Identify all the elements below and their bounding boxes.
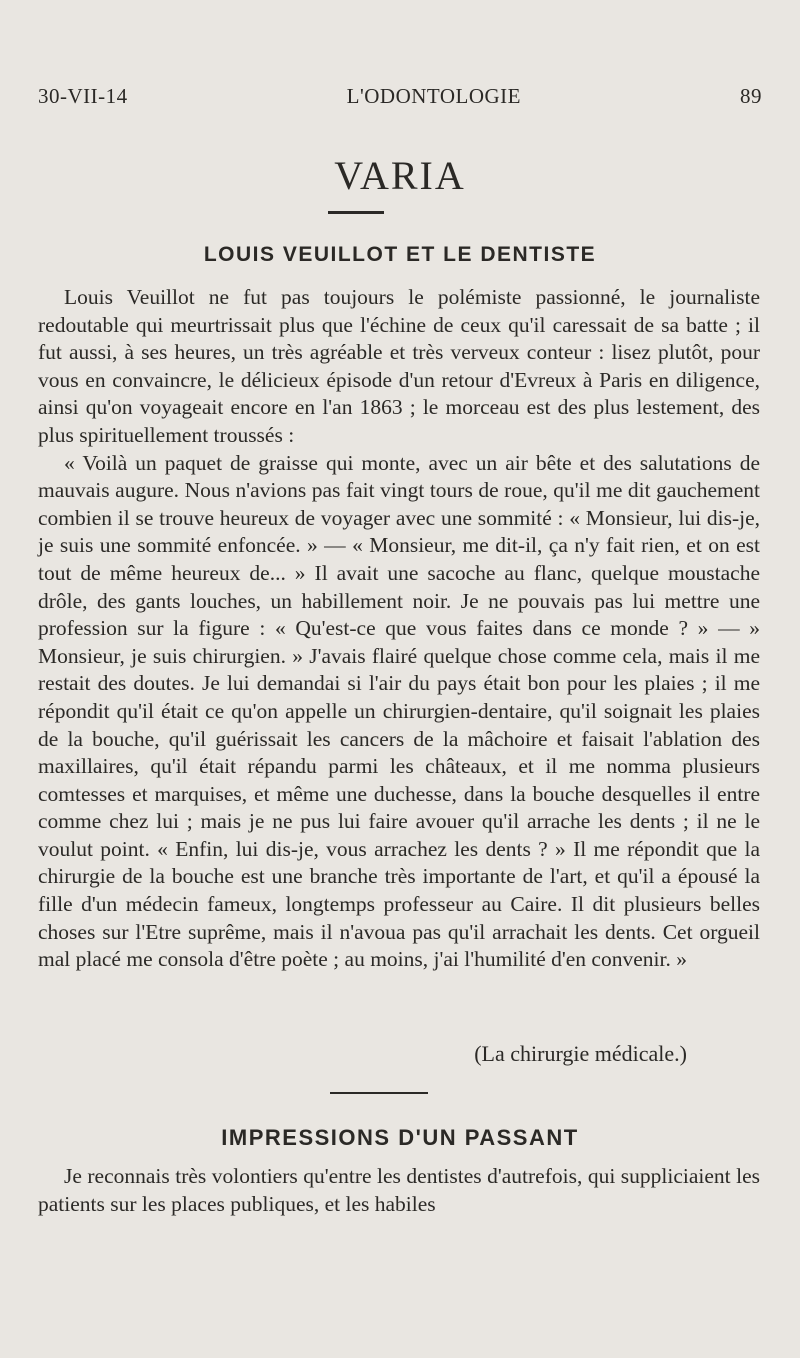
paragraph: « Voilà un paquet de graisse qui monte, avec un air bête et des salutations de mauvais augure. Nous n'avions pas fait vingt tours de roue, qu'il me dit gauchement combien il se trouve heureux de voyager avec une sommité : « Monsieur, lui dis-je, je suis une sommité enfoncée. » — « Monsieur, me dit-il, ça n'y fait rien, et on est tout de même heureux de... » Il avait une sacoche au flanc, quelque moustache drôle, des gants louches, un habillement noir. Je ne pouvais pas lui mettre une profession sur la figure : « Qu'est-ce que vous faites dans ce monde ? » — » Monsieur, je suis chirurgien. » J'avais flairé quelque chose comme cela, mais il me restait des doutes. Je lui demandai si l'air du pays était bon pour les plaies ; il me répondit qu'il était ce qu'on appelle un chirurgien-dentaire, qu'il soignait les plaies de la bouche, qu'il guérissait les cancers de la mâchoire et faisait l'ablation des maxillaires, qu'il était répandu parmi les châteaux, et il me nomma plusieurs comtesses et marquises, et même une duchesse, dans la bouche desquelles il entre comme chez lui ; mais je ne pus lui faire avouer qu'il arrache les dents ; il ne le voulut point. « Enfin, lui dis-je, vous arrachez les dents ? » Il me répondit que la chirurgie de la bouche est une branche très importante de l'art, et qu'il a épousé la fille d'un médecin fameux, longtemps professeur au Caire. Il dit plusieurs belles choses sur l'Etre suprême, mais il n'avoua pas qu'il arrachait les dents. Cet orgueil mal placé me consola d'être poète ; au moins, j'ai l'humilité d'en convenir. »	[38, 450, 760, 972]
section-divider	[330, 1092, 428, 1094]
title-divider	[328, 211, 384, 214]
page-number: 89	[739, 84, 762, 108]
paragraph: Louis Veuillot ne fut pas toujours le polémiste passionné, le journaliste redoutable qui meurtrissait plus que l'échine de ceux qu'il caressait de sa batte ; il fut aussi, à ses heures, un très agréable et très verveux conteur : lisez plutôt, pour vous en convaincre, le délicieux épisode d'un retour d'Evreux à Paris en diligence, ainsi qu'on voyageait encore en l'an 1863 ; le morceau est des plus lestement, des plus spirituellement troussés :	[38, 285, 760, 447]
source-citation: (La chirurgie médicale.)	[474, 1041, 687, 1066]
section-title-impressions: IMPRESSIONS D'UN PASSANT	[221, 1125, 579, 1150]
section-body-veuillot	[38, 284, 760, 974]
section-body-impressions	[38, 1163, 760, 1218]
issue-date: 30-VII-14	[38, 84, 128, 108]
paragraph: Je reconnais très volontiers qu'entre les dentistes d'autrefois, qui suppliciaient les patients sur les places publiques, et les habiles	[38, 1164, 760, 1216]
journal-name: L'ODONTOLOGIE	[346, 84, 521, 108]
running-header	[38, 84, 762, 109]
section-title-veuillot: LOUIS VEUILLOT ET LE DENTISTE	[203, 243, 597, 266]
page-title: VARIA	[334, 153, 466, 198]
